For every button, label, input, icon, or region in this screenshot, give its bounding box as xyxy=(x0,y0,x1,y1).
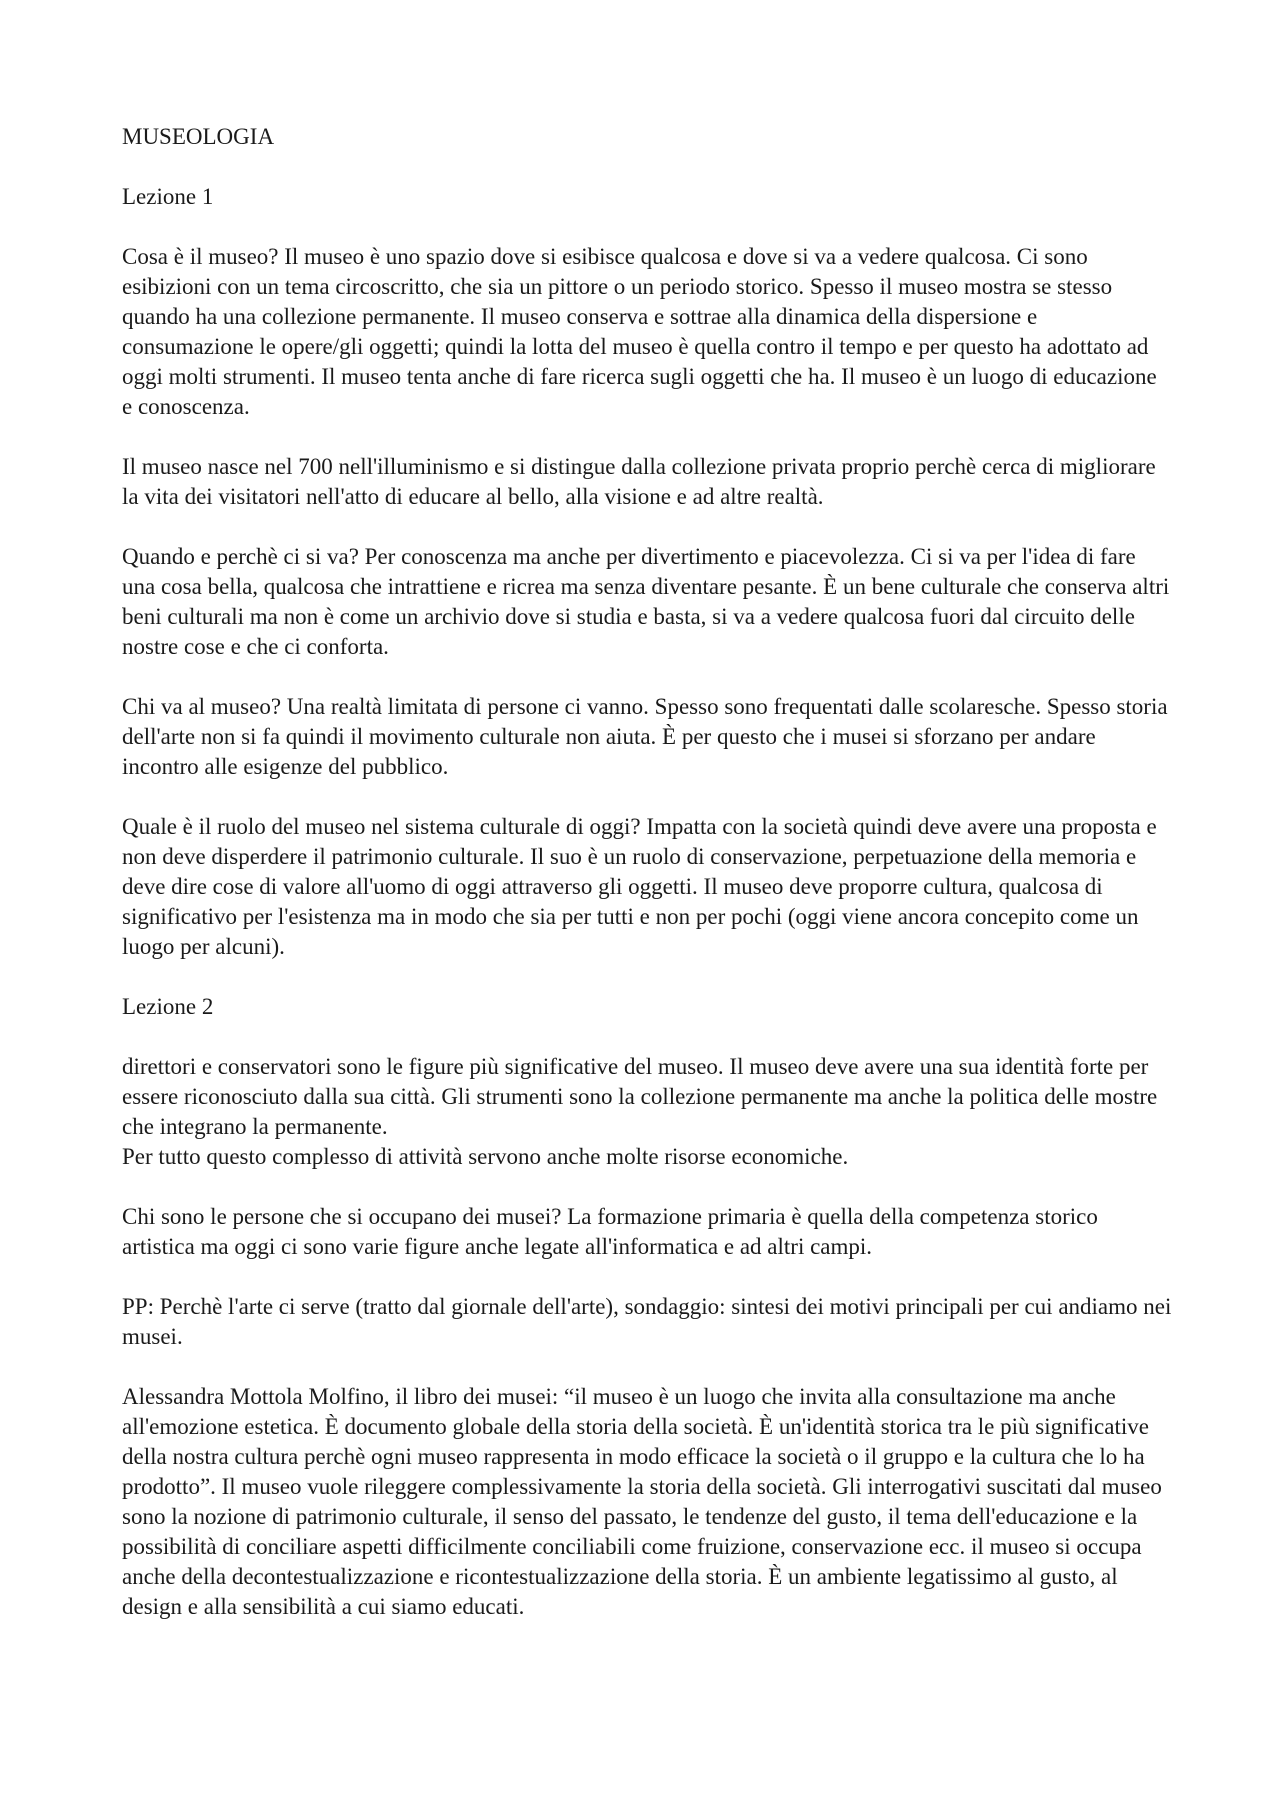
paragraph: Chi sono le persone che si occupano dei musei? La formazione primaria è quella della competenza storico artistica ma oggi ci sono varie figure anche legate all'informatica e ad altri campi. xyxy=(122,1204,1098,1259)
paragraph: Quale è il ruolo del museo nel sistema culturale di oggi? Impatta con la società quindi deve avere una proposta e non deve disperdere il patrimonio culturale. Il suo è un ruolo di conservazione, perpetuazione della memoria e deve dire cose di valore all'uomo di oggi attraverso gli oggetti. Il museo deve proporre cultura, qualcosa di significativo per l'esistenza ma in modo che sia per tutti e non per pochi (oggi viene ancora concepito come un luogo per alcuni). xyxy=(122,814,1157,959)
paragraph: Chi va al museo? Una realtà limitata di persone ci vanno. Spesso sono frequentati dalle scolaresche. Spesso storia dell'arte non si fa quindi il movimento culturale non aiuta. È per questo che i musei si sforzano per andare incontro alle esigenze del pubblico. xyxy=(122,694,1168,779)
document-content xyxy=(122,122,1172,1652)
paragraph: Cosa è il museo? Il museo è uno spazio dove si esibisce qualcosa e dove si va a vedere qualcosa. Ci sono esibizioni con un tema circoscritto, che sia un pittore o un periodo storico. Spesso il museo mostra se stesso quando ha una collezione permanente. Il museo conserva e sottrae alla dinamica della dispersione e consumazione le opere/gli oggetti; quindi la lotta del museo è quella contro il tempo e per questo ha adottato ad oggi molti strumenti. Il museo tenta anche di fare ricerca sugli oggetti che ha. Il museo è un luogo di educazione e conoscenza. xyxy=(122,244,1157,419)
paragraph: Alessandra Mottola Molfino, il libro dei musei: “il museo è un luogo che invita alla consultazione ma anche all'emozione estetica. È documento globale della storia della società. È un'identità storica tra le più significative della nostra cultura perchè ogni museo rappresenta in modo efficace la società o il gruppo e la cultura che lo ha prodotto”. Il museo vuole rileggere complessivamente la storia della società. Gli interrogativi suscitati dal museo sono la nozione di patrimonio culturale, il senso del passato, le tendenze del gusto, il tema dell'educazione e la possibilità di conciliare aspetti difficilmente conciliabili come fruizione, conservazione ecc. il museo si occupa anche della decontestualizzazione e ricontestualizzazione della storia. È un ambiente legatissimo al gusto, al design e alla sensibilità a cui siamo educati. xyxy=(122,1384,1162,1619)
document-title: MUSEOLOGIA xyxy=(122,124,275,149)
paragraph: direttori e conservatori sono le figure più significative del museo. Il museo deve avere una sua identità forte per essere riconosciuto dalla sua città. Gli strumenti sono la collezione permanente ma anche la politica delle mostre che integrano la permanente. xyxy=(122,1054,1158,1139)
paragraph: PP: Perchè l'arte ci serve (tratto dal giornale dell'arte), sondaggio: sintesi dei motivi principali per cui andiamo nei musei. xyxy=(122,1294,1172,1349)
paragraph: Il museo nasce nel 700 nell'illuminismo e si distingue dalla collezione privata proprio perchè cerca di migliorare la vita dei visitatori nell'atto di educare al bello, alla visione e ad altre realtà. xyxy=(122,454,1156,509)
section-heading: Lezione 1 xyxy=(122,184,214,209)
paragraph: Per tutto questo complesso di attività servono anche molte risorse economiche. xyxy=(122,1144,849,1169)
paragraph: Quando e perchè ci si va? Per conoscenza ma anche per divertimento e piacevolezza. Ci si va per l'idea di fare una cosa bella, qualcosa che intrattiene e ricrea ma senza diventare pesante. È un bene culturale che conserva altri beni culturali ma non è come un archivio dove si studia e basta, si va a vedere qualcosa fuori dal circuito delle nostre cose e che ci conforta. xyxy=(122,544,1170,659)
section-heading: Lezione 2 xyxy=(122,994,214,1019)
